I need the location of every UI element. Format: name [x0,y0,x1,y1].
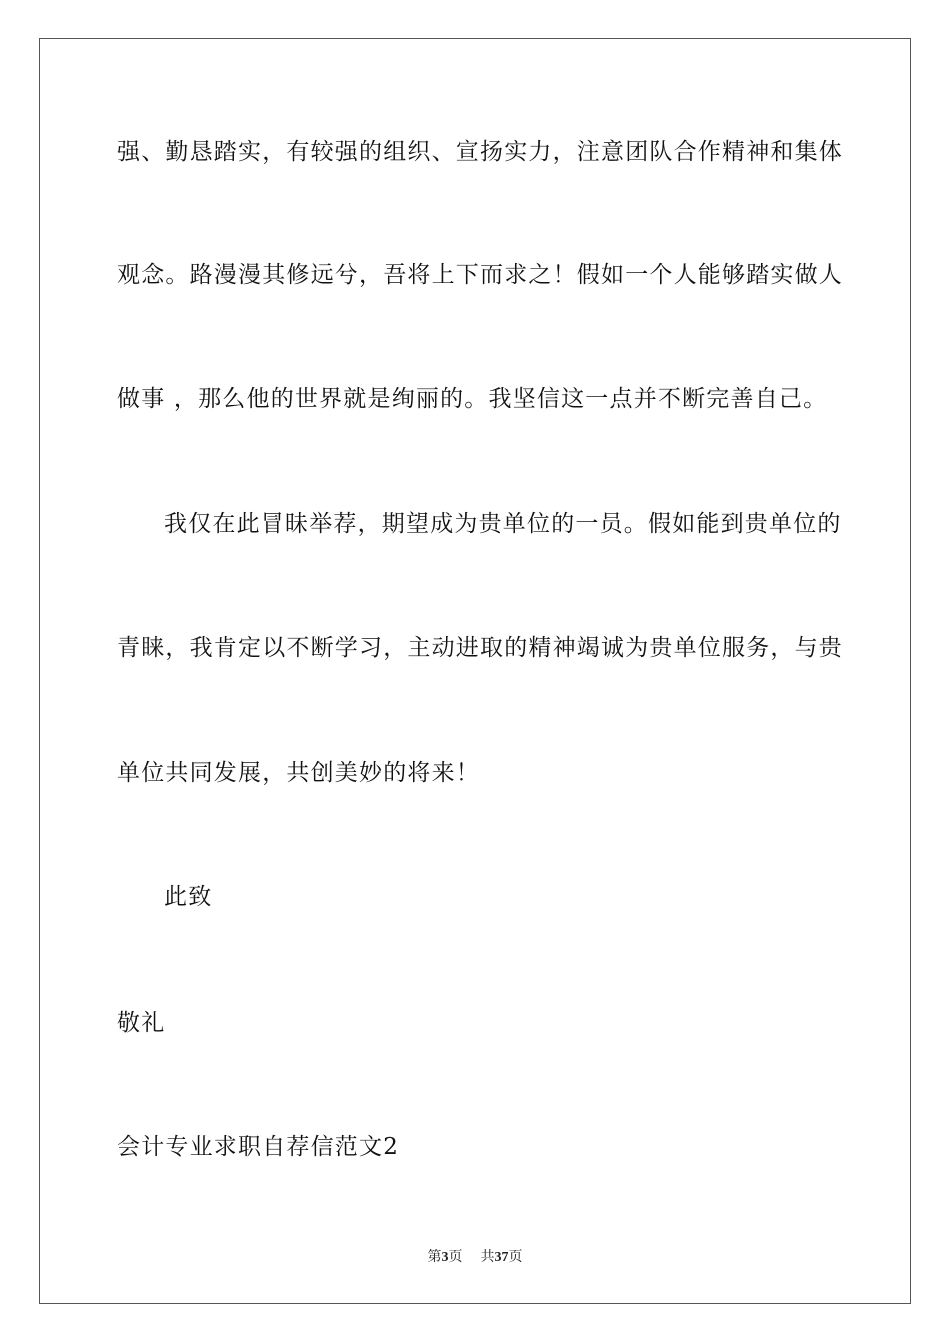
body-line-3: 做事 ，那么他的世界就是绚丽的。我坚信这一点并不断完善自己。 [117,386,828,412]
body-line-5: 青睐，我肯定以不断学习，主动进取的精神竭诚为贵单位服务，与贵 [117,635,843,661]
total-pages: 37 [494,1250,509,1265]
page-border [39,38,911,1304]
body-line-2: 观念。路漫漫其修远兮，吾将上下而求之！假如一个人能够踏实做人 [117,262,843,288]
closing-salutation: 此致 [164,884,213,910]
closing-regards: 敬礼 [117,1010,166,1036]
page-footer [0,1246,950,1266]
total-suffix: 页 [508,1250,523,1265]
page-suffix: 页 [448,1250,463,1265]
body-line-1: 强、勤恳踏实，有较强的组织、宣扬实力，注意团队合作精神和集体 [117,139,843,165]
body-line-6: 单位共同发展，共创美妙的将来！ [117,760,480,786]
total-prefix: 共 [480,1250,495,1265]
page-prefix: 第 [427,1250,442,1265]
section-heading: 会计专业求职自荐信范文2 [117,1134,400,1160]
page-number: 3 [441,1250,449,1265]
body-line-4: 我仅在此冒昧举荐，期望成为贵单位的一员。假如能到贵单位的 [164,511,842,537]
